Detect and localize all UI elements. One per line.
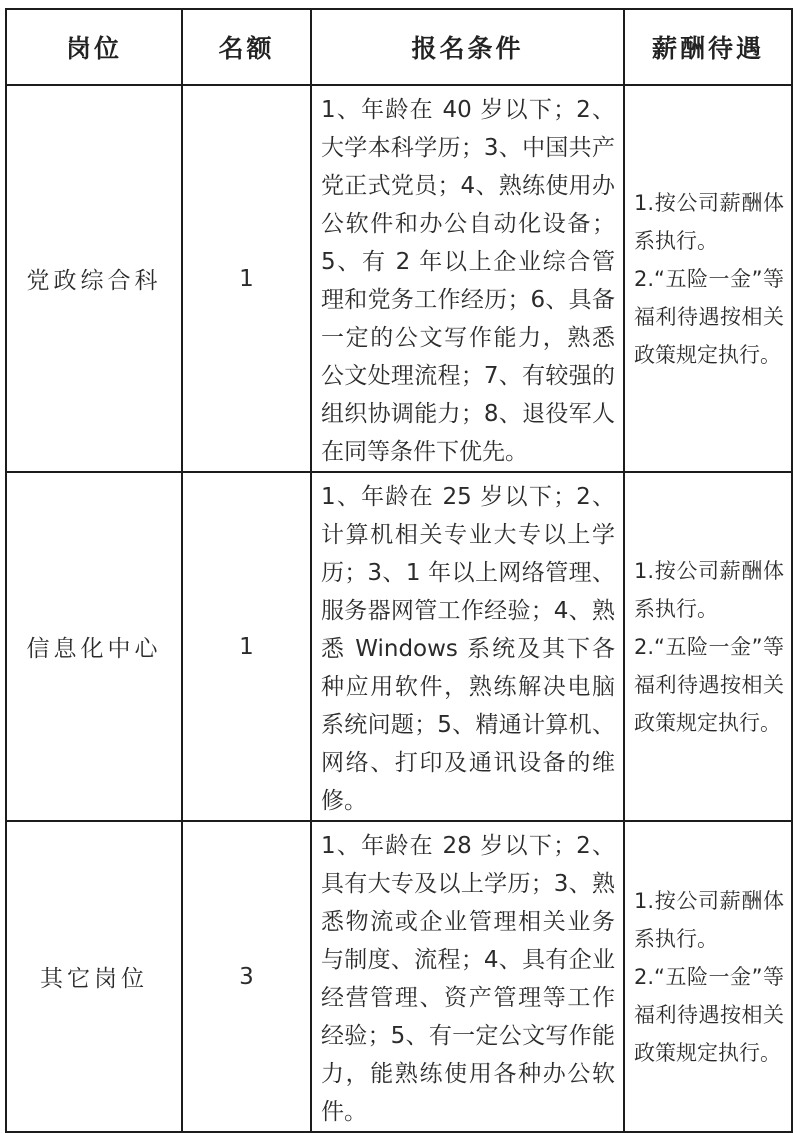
- table-row: [6, 821, 792, 1132]
- quota-value: 3: [182, 821, 311, 1132]
- salary-text: [624, 821, 792, 1132]
- position-name: 其它岗位: [6, 821, 182, 1132]
- header-quota: 名额: [182, 9, 311, 85]
- salary-line-2: 2.“五险一金”等福利待遇按相关政策规定执行。: [634, 964, 784, 1065]
- table-row: [6, 85, 792, 472]
- header-salary: 薪酬待遇: [624, 9, 792, 85]
- conditions-text: 1、年龄在 28 岁以下；2、具有大专及以上学历；3、熟悉物流或企业管理相关业务与制度、流程；4、具有企业经营管理、资产管理等工作经验；5、有一定公文写作能力，能熟练使用各种办公软件。: [311, 821, 624, 1132]
- position-name: 信息化中心: [6, 472, 182, 821]
- position-name: 党政综合科: [6, 85, 182, 472]
- conditions-text: 1、年龄在 40 岁以下；2、大学本科学历；3、中国共产党正式党员；4、熟练使用办公软件和办公自动化设备；5、有 2 年以上企业综合管理和党务工作经历；6、具备一定的公文写作能力，熟悉公文处理流程；7、有较强的组织协调能力；8、退役军人在同等条件下优先。: [311, 85, 624, 472]
- conditions-text: 1、年龄在 25 岁以下；2、计算机相关专业大专以上学历；3、1 年以上网络管理、服务器网管工作经验；4、熟悉 Windows 系统及其下各种应用软件，熟练解决电脑系统问题；5、精通计算机、网络、打印及通讯设备的维修。: [311, 472, 624, 821]
- table-header-row: [6, 9, 792, 85]
- header-position: 岗位: [6, 9, 182, 85]
- salary-text: [624, 472, 792, 821]
- salary-line-2: 2.“五险一金”等福利待遇按相关政策规定执行。: [634, 266, 784, 367]
- table-row: [6, 472, 792, 821]
- quota-value: 1: [182, 85, 311, 472]
- salary-line-1: 1.按公司薪酬体系执行。: [634, 190, 784, 253]
- salary-line-1: 1.按公司薪酬体系执行。: [634, 888, 784, 951]
- salary-line-2: 2.“五险一金”等福利待遇按相关政策规定执行。: [634, 634, 784, 735]
- salary-line-1: 1.按公司薪酬体系执行。: [634, 558, 784, 621]
- salary-text: [624, 85, 792, 472]
- quota-value: 1: [182, 472, 311, 821]
- header-conditions: 报名条件: [311, 9, 624, 85]
- recruitment-table: [5, 8, 793, 1133]
